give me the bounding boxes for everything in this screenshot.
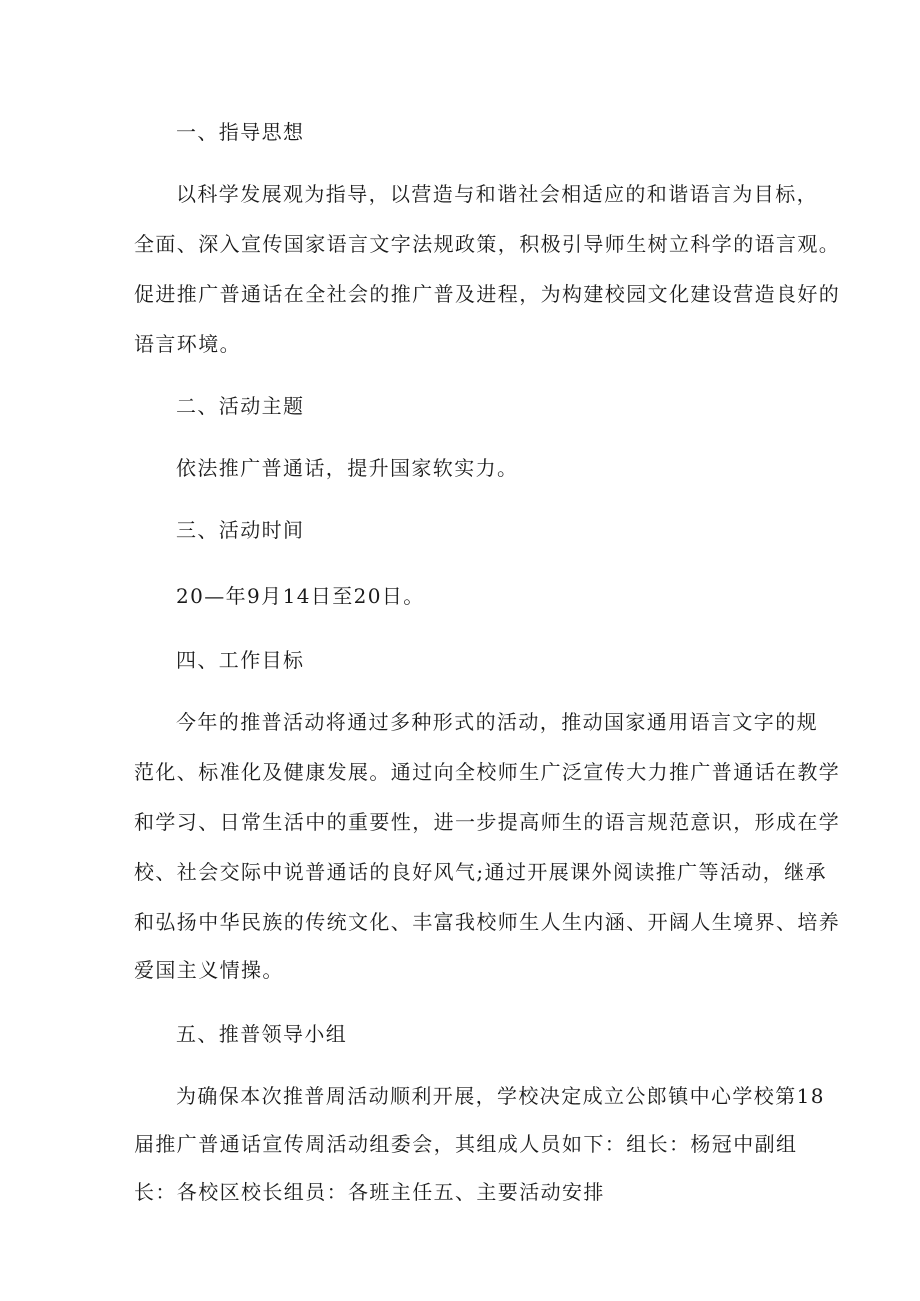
- paragraph-line: 语言环境。: [134, 332, 241, 356]
- paragraph-line: 为确保本次推普周活动顺利开展，学校决定成立公郎镇中心学校第18: [176, 1084, 825, 1108]
- paragraph-line: 以科学发展观为指导，以营造与和谐社会相适应的和谐语言为目标，: [176, 182, 818, 206]
- paragraph-line: 和弘扬中华民族的传统文化、丰富我校师生人生内涵、开阔人生境界、培养: [134, 910, 841, 934]
- paragraph-line: 爱国主义情操。: [134, 958, 284, 982]
- section-heading: 五、推普领导小组: [176, 1022, 348, 1046]
- section-heading: 四、工作目标: [176, 648, 305, 672]
- paragraph-line: 20—年9月14日至20日。: [176, 584, 425, 608]
- paragraph-line: 和学习、日常生活中的重要性，进一步提高师生的语言规范意识，形成在学: [134, 810, 841, 834]
- paragraph-line: 今年的推普活动将通过多种形式的活动，推动国家通用语言文字的规: [176, 710, 818, 734]
- paragraph-line: 校、社会交际中说普通话的良好风气;通过开展课外阅读推广等活动，继承: [134, 860, 827, 884]
- section-heading: 二、活动主题: [176, 394, 305, 418]
- paragraph-line: 范化、标准化及健康发展。通过向全校师生广泛宣传大力推广普通话在教学: [134, 760, 841, 784]
- section-heading: 一、指导思想: [176, 120, 305, 144]
- paragraph-line: 促进推广普通话在全社会的推广普及进程，为构建校园文化建设营造良好的: [134, 282, 841, 306]
- paragraph-line: 届推广普通话宣传周活动组委会，其组成人员如下：组长：杨冠中副组: [134, 1132, 798, 1156]
- paragraph-line: 全面、深入宣传国家语言文字法规政策，积极引导师生树立科学的语言观。: [134, 232, 841, 256]
- paragraph-line: 长：各校区校长组员：各班主任五、主要活动安排: [134, 1180, 605, 1204]
- section-heading: 三、活动时间: [176, 518, 305, 542]
- paragraph-line: 依法推广普通话，提升国家软实力。: [176, 456, 519, 480]
